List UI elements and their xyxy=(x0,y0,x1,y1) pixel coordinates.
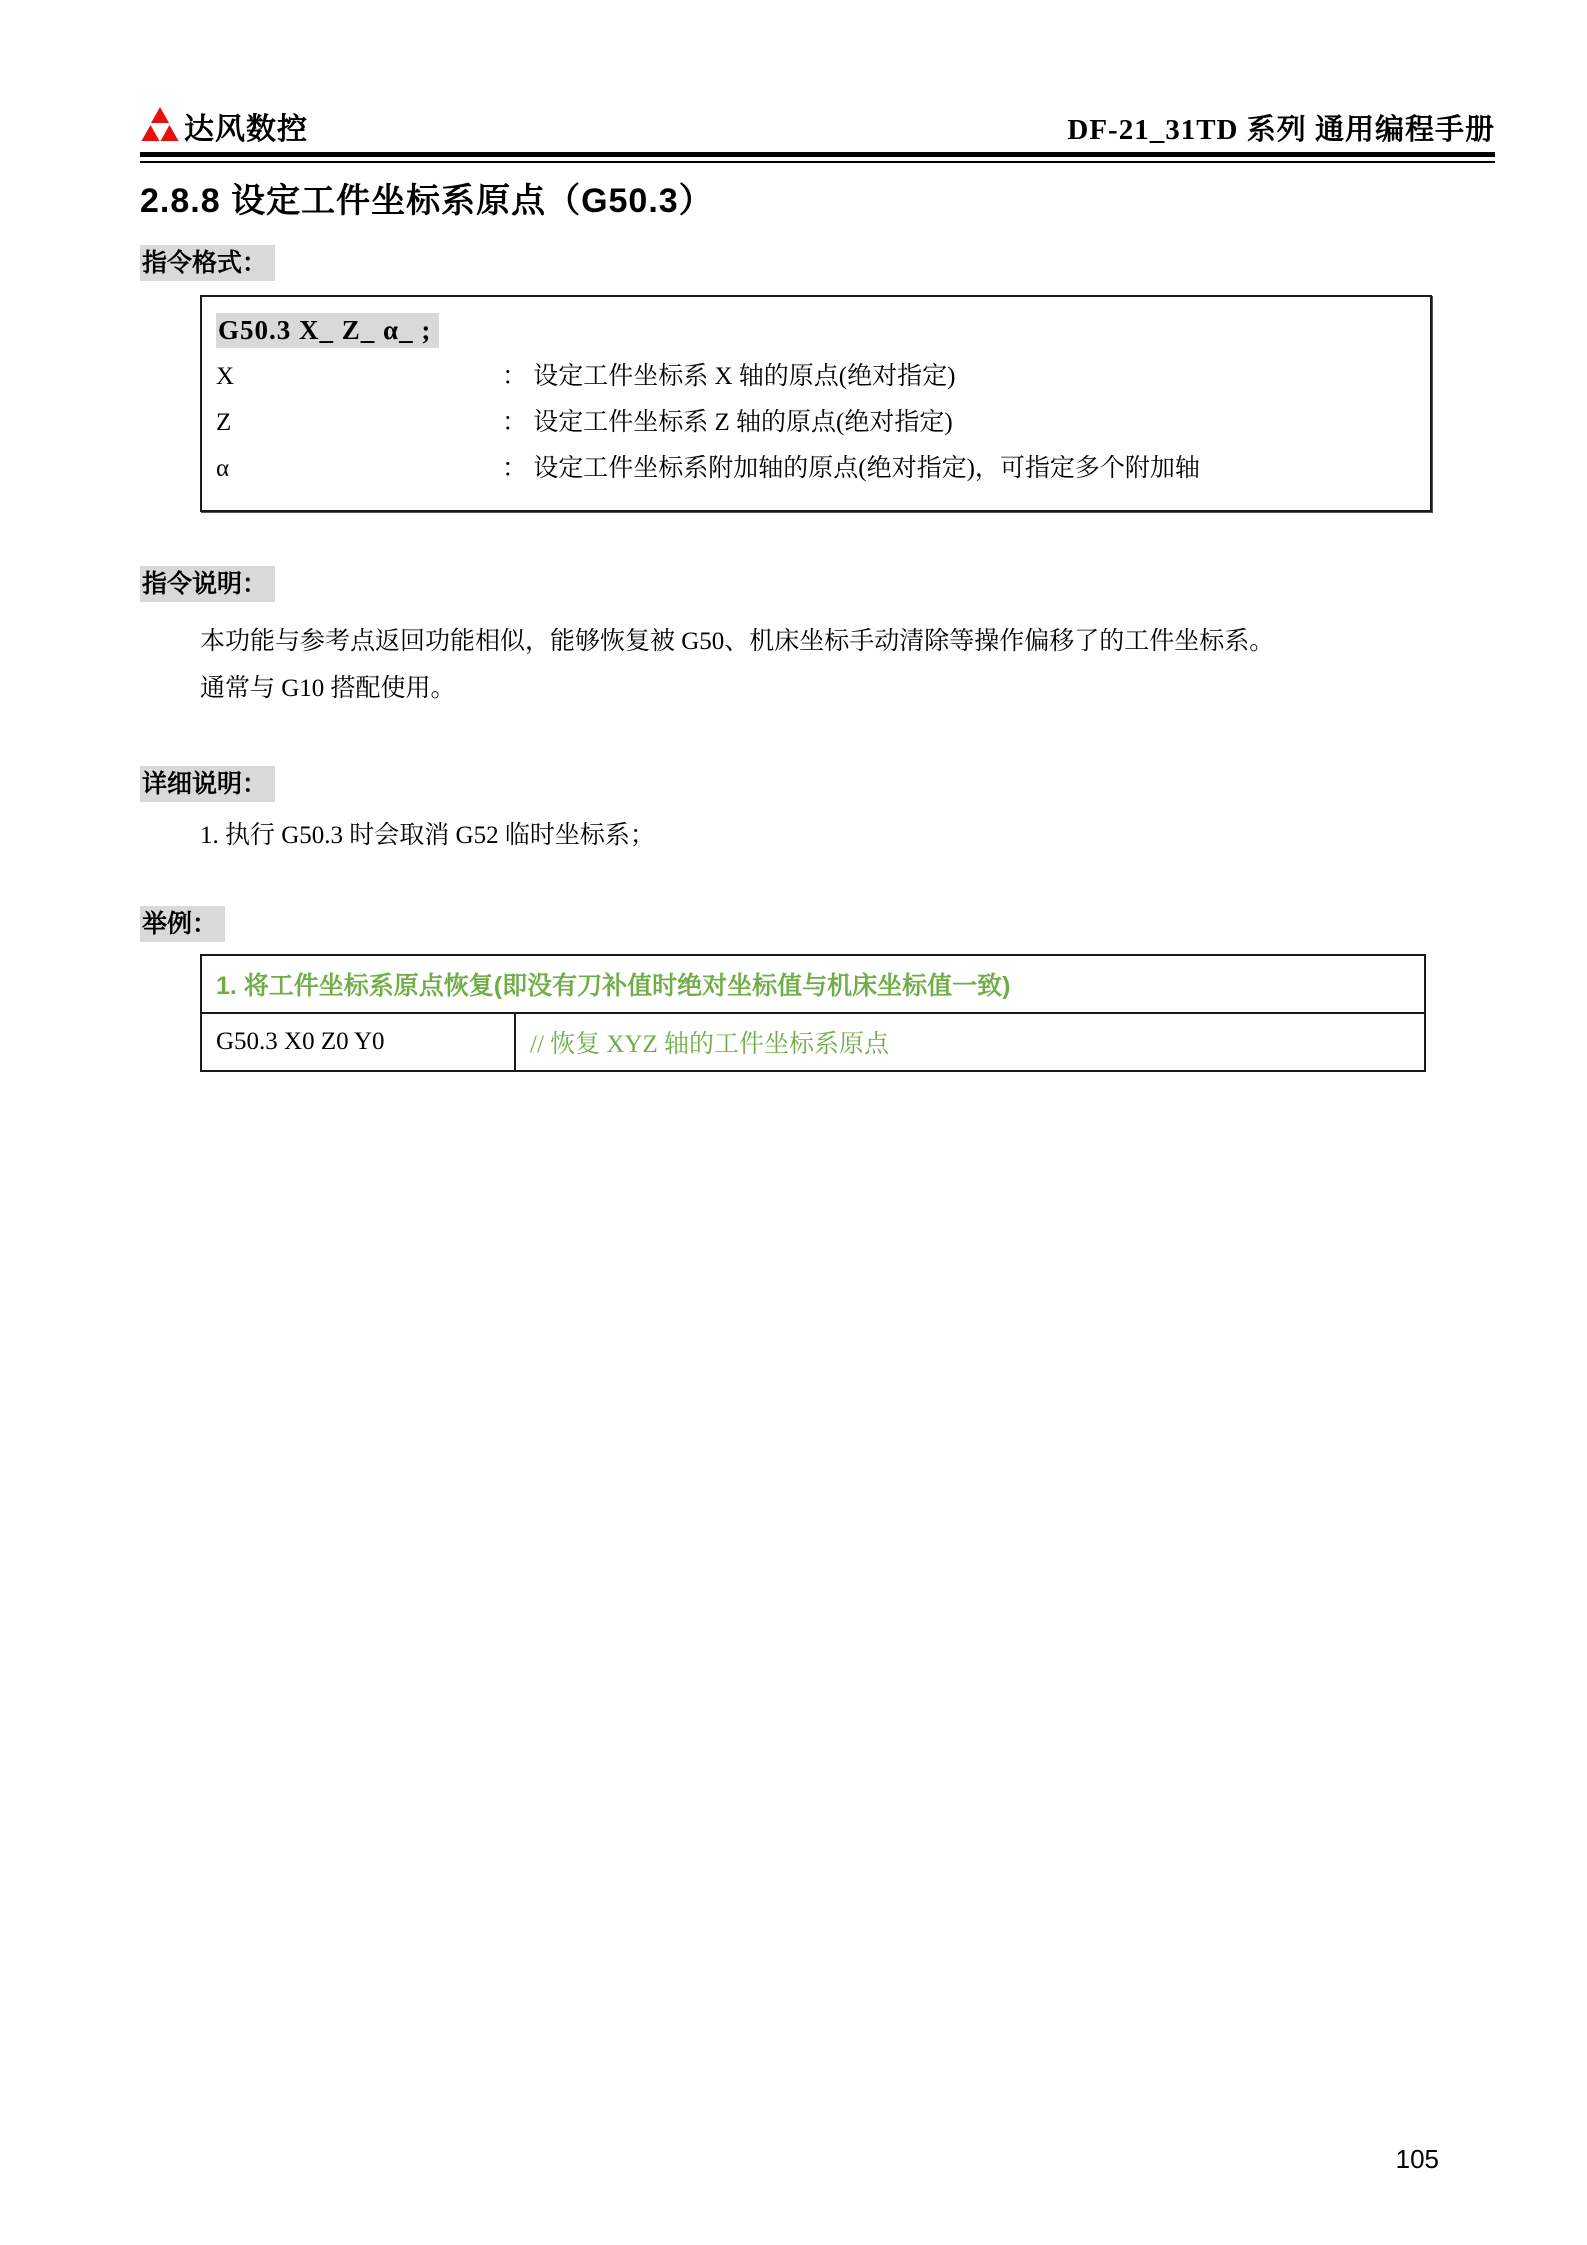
example-comment-cell: // 恢复 XYZ 轴的工件坐标系原点 xyxy=(515,1013,1425,1071)
detail-item-1: 1. 执行 G50.3 时会取消 G52 临时坐标系； xyxy=(200,821,655,849)
example-label: 举例： xyxy=(140,906,225,942)
explain-line-2: 通常与 G10 搭配使用。 xyxy=(200,674,456,702)
param-row-alpha xyxy=(216,446,1410,492)
brand-name: 达风数控 xyxy=(184,113,308,146)
example-table xyxy=(200,954,1426,1072)
param-name: α xyxy=(216,454,230,482)
brand-logo-icon xyxy=(140,105,180,147)
brand xyxy=(140,104,308,148)
explain-label-wrap xyxy=(140,566,1495,602)
param-desc: ： 设定工件坐标系附加轴的原点(绝对指定)，可指定多个附加轴 xyxy=(502,454,1200,482)
param-name: Z xyxy=(216,408,232,436)
example-table-row xyxy=(201,1013,1425,1071)
param-row-x xyxy=(216,354,1410,400)
detail-label-wrap xyxy=(140,766,1495,802)
example-label-wrap xyxy=(140,906,1495,942)
detail-label: 详细说明： xyxy=(140,766,275,802)
format-label-wrap xyxy=(140,245,1495,281)
explain-paragraph xyxy=(200,618,1520,712)
page-number: 105 xyxy=(1395,2144,1439,2174)
manual-page xyxy=(0,0,1587,1072)
param-desc: ： 设定工件坐标系 Z 轴的原点(绝对指定) xyxy=(502,408,953,436)
explain-label: 指令说明： xyxy=(140,566,275,602)
format-label: 指令格式： xyxy=(140,245,275,281)
header-divider xyxy=(140,152,1495,163)
command-line: G50.3 X_ Z_ α_ ; xyxy=(216,313,439,348)
param-row-z xyxy=(216,400,1410,446)
section-title: 2.8.8 设定工件坐标系原点（G50.3） xyxy=(140,182,714,220)
example-table-header-row xyxy=(201,955,1425,1013)
example-table-header: 1. 将工件坐标系原点恢复(即没有刀补值时绝对坐标值与机床坐标值一致) xyxy=(201,955,1425,1013)
param-desc: ： 设定工件坐标系 X 轴的原点(绝对指定) xyxy=(502,362,956,390)
manual-title: DF-21_31TD 系列 通用编程手册 xyxy=(1067,114,1495,146)
command-line-wrap xyxy=(216,313,1410,354)
example-code-cell: G50.3 X0 Z0 Y0 xyxy=(201,1013,515,1071)
page-header xyxy=(140,104,1495,148)
param-name: X xyxy=(216,362,235,390)
command-format-box xyxy=(200,295,1432,512)
explain-line-1: 本功能与参考点返回功能相似，能够恢复被 G50、机床坐标手动清除等操作偏移了的工件坐标系。 xyxy=(200,627,1275,655)
